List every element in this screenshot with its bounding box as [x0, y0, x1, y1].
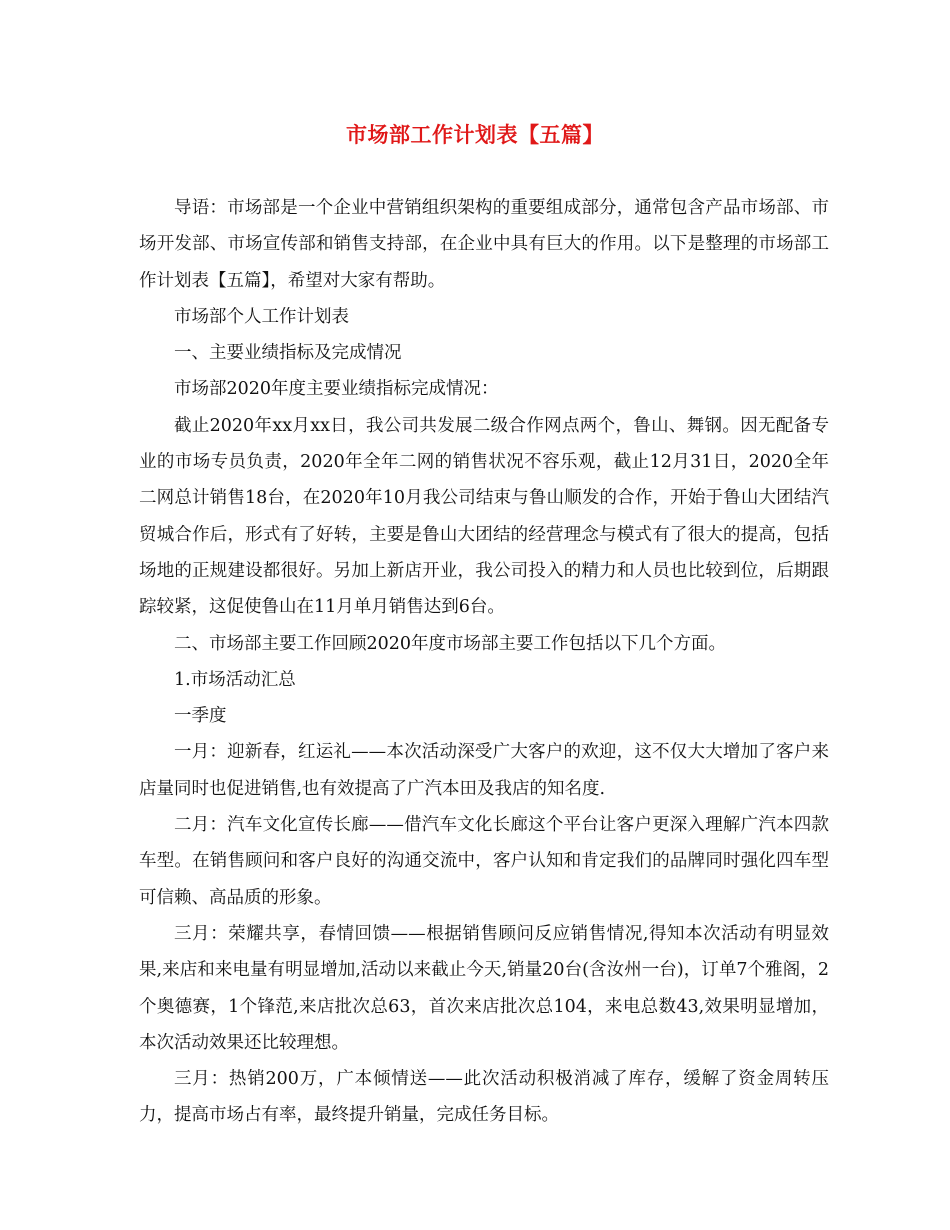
- paragraph: 三月：荣耀共享，春情回馈——根据销售顾问反应销售情况,得知本次活动有明显效果,来店和来电量有明显增加,活动以来截止今天,销量20台(含汝州一台)，订单7个雅阁，2个奥德赛，1个锋范,来店批次总63，首次来店批次总104，来电总数43,效果明显增加，本次活动效果还比较理想。: [139, 923, 829, 1053]
- paragraph: 一月：迎新春，红运礼——本次活动深受广大客户的欢迎，这不仅大大增加了客户来店量同时也促进销售,也有效提高了广汽本田及我店的知名度.: [139, 742, 829, 799]
- intro-paragraph: 导语：市场部是一个企业中营销组织架构的重要组成部分，通常包含产品市场部、市场开发部、市场宣传部和销售支持部，在企业中具有巨大的作用。以下是整理的市场部工作计划表【五篇】，希望对大家有帮助。: [139, 198, 829, 291]
- subsection-heading: 1.市场活动汇总: [174, 669, 296, 690]
- quarter-heading: 一季度: [174, 706, 227, 727]
- paragraph: 二月：汽车文化宣传长廊——借汽车文化长廊这个平台让客户更深入理解广汽本四款车型。在销售顾问和客户良好的沟通交流中，客户认知和肯定我们的品牌同时强化四车型可信赖、高品质的形象。: [139, 815, 829, 908]
- section-heading: 市场部个人工作计划表: [174, 306, 349, 327]
- paragraph: 三月：热销200万，广本倾情送——此次活动积极消减了库存，缓解了资金周转压力，提高市场占有率，最终提升销量，完成任务目标。: [139, 1069, 829, 1126]
- paragraph: 截止2020年xx月xx日，我公司共发展二级合作网点两个，鲁山、舞钢。因无配备专业的市场专员负责，2020年全年二网的销售状况不容乐观，截止12月31日，2020全年二网总计销售18台，在2020年10月我公司结束与鲁山顺发的合作，开始于鲁山大团结汽贸城合作后，形式有了好转，主要是鲁山大团结的经营理念与模式有了很大的提高，包括场地的正规建设都很好。另加上新店开业，我公司投入的精力和人员也比较到位，后期跟踪较紧，这促使鲁山在11月单月销售达到6台。: [139, 415, 829, 618]
- document-body: [139, 190, 829, 1134]
- subsection-heading: 一、主要业绩指标及完成情况: [174, 343, 402, 364]
- subsection-heading: 二、市场部主要工作回顾2020年度市场部主要工作包括以下几个方面。: [174, 633, 727, 654]
- paragraph: 市场部2020年度主要业绩指标完成情况：: [174, 379, 499, 400]
- document-title: 市场部工作计划表【五篇】: [346, 122, 604, 147]
